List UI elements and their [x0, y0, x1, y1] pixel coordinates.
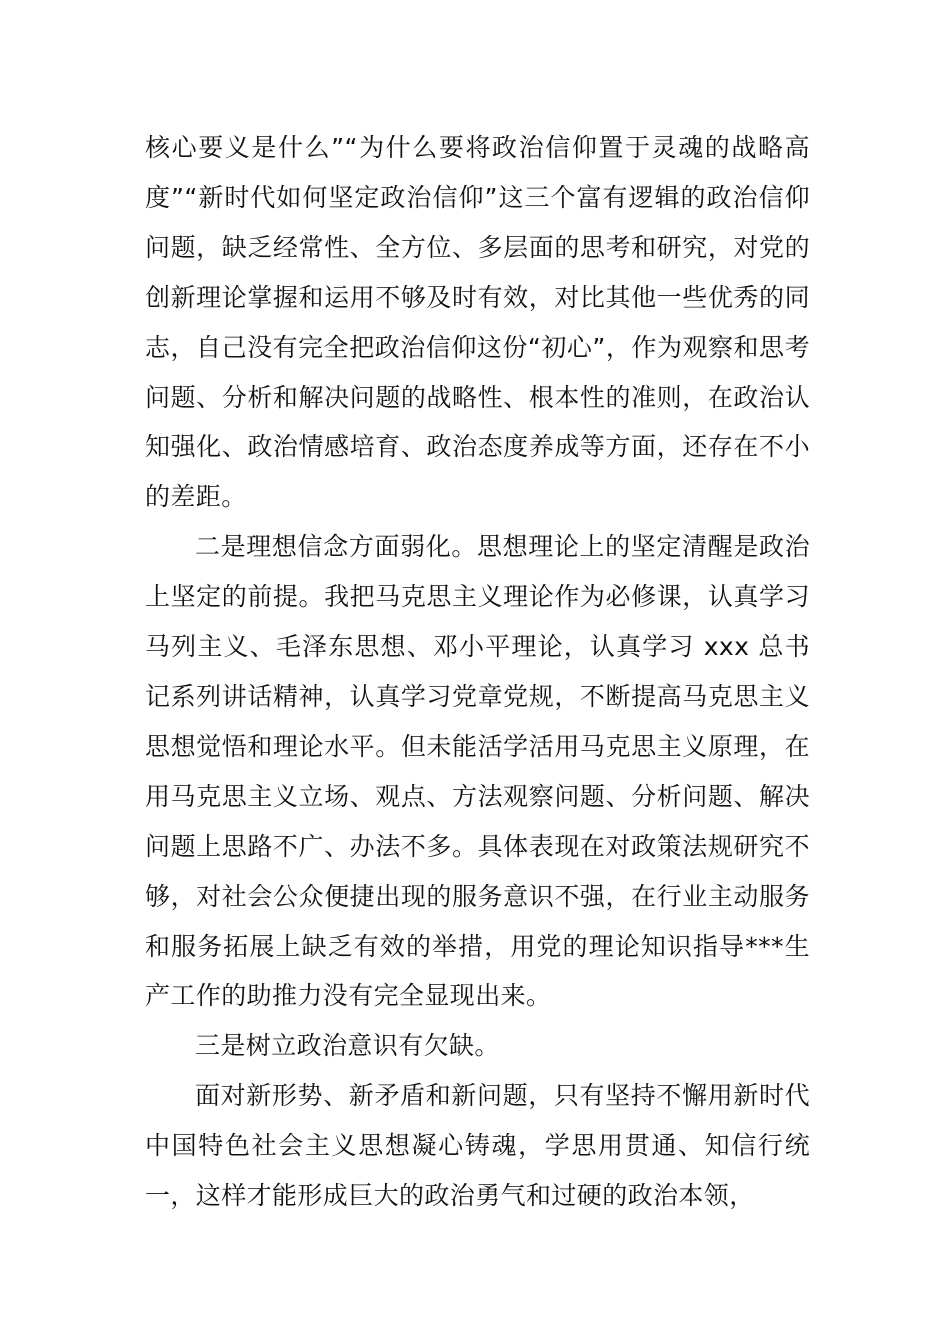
paragraph-new-situation: 面对新形势、新矛盾和新问题，只有坚持不懈用新时代中国特色社会主义思想凝心铸魂，学思用贯通、知信行统一，这样才能形成巨大的政治勇气和过硬的政治本领，: [145, 1081, 810, 1211]
paragraph-ideals-beliefs: 二是理想信念方面弱化。思想理论上的坚定清醒是政治上坚定的前提。我把马克思主义理论作为必修课，认真学习马列主义、毛泽东思想、邓小平理论，认真学习 xxx 总书记系列讲话精神，认真学习党章党规，不断提高马克思主义思想觉悟和理论水平。但未能活学活用马克思主义原理，在用马克思主义立场、观点、方法观察问题、分析问题、解决问题上思路不广、办法不多。具体表现在对政策法规研究不够，对社会公众便捷出现的服务意识不强，在行业主动服务和服务拓展上缺乏有效的举措，用党的理论知识指导***生产工作的助推力没有完全显现出来。: [145, 532, 810, 1011]
paragraph-political-awareness-heading: 三是树立政治意识有欠缺。: [195, 1031, 500, 1061]
paragraph-continuation: 核心要义是什么”“为什么要将政治信仰置于灵魂的战略高度”“新时代如何坚定政治信仰”这三个富有逻辑的政治信仰问题，缺乏经常性、全方位、多层面的思考和研究，对党的创新理论掌握和运用不够及时有效，对比其他一些优秀的同志，自己没有完全把政治信仰这份“初心”，作为观察和思考问题、分析和解决问题的战略性、根本性的准则，在政治认知强化、政治情感培育、政治态度养成等方面，还存在不小的差距。: [145, 133, 810, 512]
body-text: [145, 123, 810, 1221]
